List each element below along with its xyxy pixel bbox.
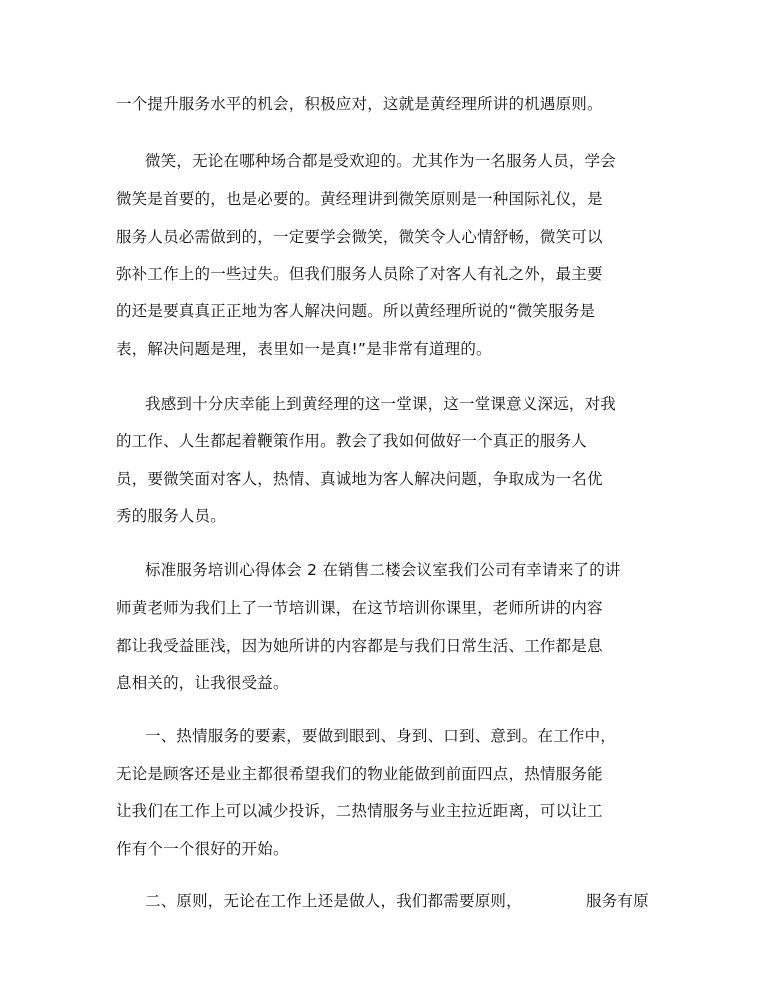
- paragraph-3-line-4: 秀的服务人员。: [116, 507, 226, 525]
- paragraph-3-line-3: 员，要微笑面对客人，热情、真诚地为客人解决问题，争取成为一名优: [116, 470, 603, 488]
- paragraph-2-line-4: 弥补工作上的一些过失。但我们服务人员除了对客人有礼之外，最主要: [116, 265, 603, 283]
- paragraph-4-line-3: 都让我受益匪浅，因为她所讲的内容都是与我们日常生活、工作都是息: [116, 637, 603, 655]
- paragraph-5-line-3: 让我们在工作上可以减少投诉，二热情服务与业主拉近距离，可以让工: [116, 802, 603, 820]
- paragraph-4-line-4: 息相关的，让我很受益。: [116, 674, 289, 692]
- paragraph-1-line-1: 一个提升服务水平的机会，积极应对，这就是黄经理所讲的机遇原则。: [116, 95, 603, 113]
- paragraph-5-line-4: 作有个一个很好的开始。: [116, 840, 289, 858]
- paragraph-2-line-5: 的还是要真真正正地为客人解决问题。所以黄经理所说的“微笑服务是: [116, 302, 596, 320]
- paragraph-2-line-6: 表，解决问题是理，表里如一是真!”是非常有道理的。: [116, 340, 492, 358]
- paragraph-2-line-3: 服务人员必需做到的，一定要学会微笑，微笑令人心情舒畅，微笑可以: [116, 228, 603, 246]
- paragraph-4-line-1: 标准服务培训心得体会 2 在销售二楼会议室我们公司有幸请来了的讲: [145, 561, 621, 579]
- paragraph-6-line-1: 二、原则，无论在工作上还是做人，我们都需要原则，: [145, 892, 522, 910]
- paragraph-4-line-2: 师黄老师为我们上了一节培训课，在这节培训你课里，老师所讲的内容: [116, 599, 603, 617]
- paragraph-2-line-1: 微笑，无论在哪种场合都是受欢迎的。尤其作为一名服务人员，学会: [145, 152, 617, 170]
- paragraph-3-line-2: 的工作、人生都起着鞭策作用。教会了我如何做好一个真正的服务人: [116, 432, 588, 450]
- paragraph-2-line-2: 微笑是首要的，也是必要的。黄经理讲到微笑原则是一种国际礼仪，是: [116, 190, 603, 208]
- paragraph-6-line-1-tail: 服务有原: [586, 892, 649, 910]
- paragraph-5-line-1: 一、热情服务的要素，要做到眼到、身到、口到、意到。在工作中，: [145, 727, 617, 745]
- paragraph-5-line-2: 无论是顾客还是业主都很希望我们的物业能做到前面四点，热情服务能: [116, 765, 603, 783]
- paragraph-3-line-1: 我感到十分庆幸能上到黄经理的这一堂课，这一堂课意义深远，对我: [145, 395, 617, 413]
